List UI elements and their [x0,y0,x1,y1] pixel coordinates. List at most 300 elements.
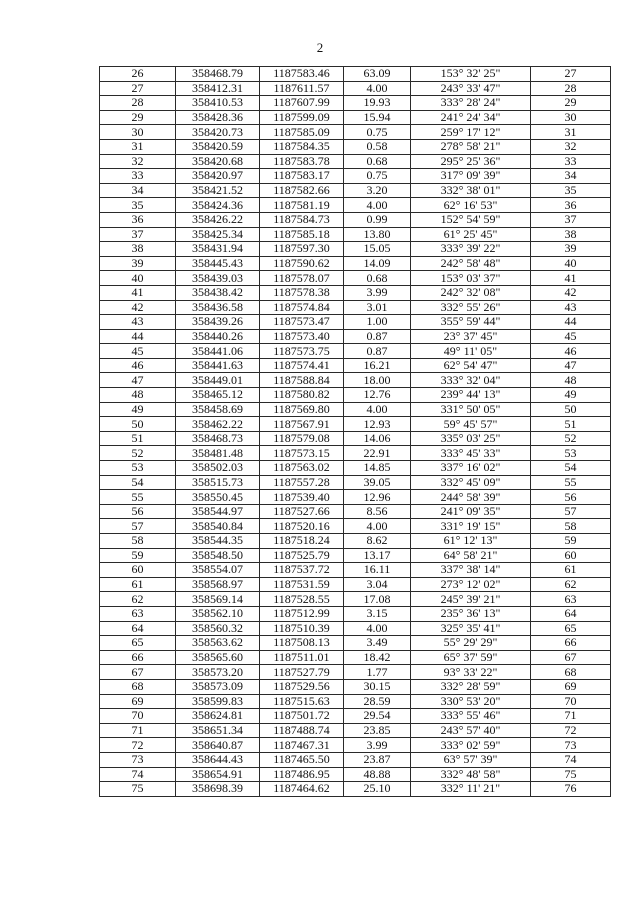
y-coordinate-cell: 1187539.40 [260,490,344,505]
x-coordinate-cell: 358481.48 [176,446,260,461]
segment-length-cell: 0.87 [344,344,411,359]
y-coordinate-cell: 1187510.39 [260,621,344,636]
segment-length-cell: 15.94 [344,110,411,125]
direction-angle-cell: 244° 58' 39" [411,490,531,505]
y-coordinate-cell: 1187528.55 [260,592,344,607]
x-coordinate-cell: 358439.26 [176,315,260,330]
x-coordinate-cell: 358573.20 [176,665,260,680]
point-number-cell: 31 [100,139,176,154]
x-coordinate-cell: 358441.63 [176,358,260,373]
segment-length-cell: 16.21 [344,358,411,373]
next-point-cell: 59 [531,534,611,549]
y-coordinate-cell: 1187518.24 [260,534,344,549]
point-number-cell: 67 [100,665,176,680]
direction-angle-cell: 335° 03' 25" [411,431,531,446]
y-coordinate-cell: 1187501.72 [260,709,344,724]
point-number-cell: 51 [100,431,176,446]
x-coordinate-cell: 358425.34 [176,227,260,242]
y-coordinate-cell: 1187573.47 [260,315,344,330]
table-row [100,767,611,782]
y-coordinate-cell: 1187574.84 [260,300,344,315]
y-coordinate-cell: 1187573.75 [260,344,344,359]
next-point-cell: 35 [531,183,611,198]
table-row [100,329,611,344]
direction-angle-cell: 333° 55' 46" [411,709,531,724]
direction-angle-cell: 333° 28' 24" [411,96,531,111]
y-coordinate-cell: 1187573.40 [260,329,344,344]
x-coordinate-cell: 358441.06 [176,344,260,359]
point-number-cell: 73 [100,752,176,767]
point-number-cell: 41 [100,285,176,300]
segment-length-cell: 14.85 [344,461,411,476]
y-coordinate-cell: 1187508.13 [260,636,344,651]
x-coordinate-cell: 358462.22 [176,417,260,432]
x-coordinate-cell: 358565.60 [176,650,260,665]
next-point-cell: 27 [531,67,611,82]
y-coordinate-cell: 1187527.66 [260,504,344,519]
segment-length-cell: 12.76 [344,388,411,403]
direction-angle-cell: 242° 32' 08" [411,285,531,300]
table-row [100,417,611,432]
next-point-cell: 58 [531,519,611,534]
next-point-cell: 64 [531,606,611,621]
point-number-cell: 49 [100,402,176,417]
y-coordinate-cell: 1187525.79 [260,548,344,563]
y-coordinate-cell: 1187578.38 [260,285,344,300]
y-coordinate-cell: 1187579.08 [260,431,344,446]
point-number-cell: 50 [100,417,176,432]
direction-angle-cell: 273° 12' 02" [411,577,531,592]
x-coordinate-cell: 358420.68 [176,154,260,169]
direction-angle-cell: 333° 45' 33" [411,446,531,461]
next-point-cell: 70 [531,694,611,709]
point-number-cell: 65 [100,636,176,651]
point-number-cell: 60 [100,563,176,578]
y-coordinate-cell: 1187531.59 [260,577,344,592]
next-point-cell: 74 [531,752,611,767]
segment-length-cell: 12.93 [344,417,411,432]
y-coordinate-cell: 1187488.74 [260,723,344,738]
y-coordinate-cell: 1187574.41 [260,358,344,373]
coordinates-table-body [100,67,611,797]
direction-angle-cell: 333° 32' 04" [411,373,531,388]
point-number-cell: 74 [100,767,176,782]
y-coordinate-cell: 1187465.50 [260,752,344,767]
y-coordinate-cell: 1187583.78 [260,154,344,169]
point-number-cell: 68 [100,679,176,694]
x-coordinate-cell: 358640.87 [176,738,260,753]
x-coordinate-cell: 358548.50 [176,548,260,563]
y-coordinate-cell: 1187588.84 [260,373,344,388]
x-coordinate-cell: 358568.97 [176,577,260,592]
next-point-cell: 41 [531,271,611,286]
y-coordinate-cell: 1187584.35 [260,139,344,154]
x-coordinate-cell: 358428.36 [176,110,260,125]
next-point-cell: 30 [531,110,611,125]
x-coordinate-cell: 358465.12 [176,388,260,403]
x-coordinate-cell: 358449.01 [176,373,260,388]
y-coordinate-cell: 1187599.09 [260,110,344,125]
point-number-cell: 64 [100,621,176,636]
point-number-cell: 33 [100,169,176,184]
x-coordinate-cell: 358468.73 [176,431,260,446]
table-row [100,67,611,82]
segment-length-cell: 0.75 [344,125,411,140]
y-coordinate-cell: 1187582.66 [260,183,344,198]
point-number-cell: 69 [100,694,176,709]
next-point-cell: 36 [531,198,611,213]
segment-length-cell: 1.00 [344,315,411,330]
next-point-cell: 54 [531,461,611,476]
segment-length-cell: 0.75 [344,169,411,184]
point-number-cell: 56 [100,504,176,519]
page-number: 2 [316,40,324,55]
segment-length-cell: 30.15 [344,679,411,694]
segment-length-cell: 23.87 [344,752,411,767]
segment-length-cell: 14.06 [344,431,411,446]
direction-angle-cell: 239° 44' 13" [411,388,531,403]
x-coordinate-cell: 358624.81 [176,709,260,724]
segment-length-cell: 22.91 [344,446,411,461]
y-coordinate-cell: 1187515.63 [260,694,344,709]
x-coordinate-cell: 358502.03 [176,461,260,476]
next-point-cell: 65 [531,621,611,636]
direction-angle-cell: 152° 54' 59" [411,212,531,227]
x-coordinate-cell: 358420.73 [176,125,260,140]
direction-angle-cell: 65° 37' 59" [411,650,531,665]
point-number-cell: 44 [100,329,176,344]
y-coordinate-cell: 1187511.01 [260,650,344,665]
y-coordinate-cell: 1187537.72 [260,563,344,578]
x-coordinate-cell: 358562.10 [176,606,260,621]
table-row [100,650,611,665]
table-row [100,679,611,694]
table-row [100,621,611,636]
direction-angle-cell: 325° 35' 41" [411,621,531,636]
table-row [100,694,611,709]
segment-length-cell: 14.09 [344,256,411,271]
point-number-cell: 53 [100,461,176,476]
next-point-cell: 52 [531,431,611,446]
table-row [100,358,611,373]
table-row [100,96,611,111]
next-point-cell: 57 [531,504,611,519]
x-coordinate-cell: 358554.07 [176,563,260,578]
table-row [100,577,611,592]
table-row [100,125,611,140]
segment-length-cell: 0.68 [344,154,411,169]
segment-length-cell: 48.88 [344,767,411,782]
x-coordinate-cell: 358651.34 [176,723,260,738]
next-point-cell: 29 [531,96,611,111]
segment-length-cell: 13.80 [344,227,411,242]
direction-angle-cell: 337° 16' 02" [411,461,531,476]
y-coordinate-cell: 1187520.16 [260,519,344,534]
segment-length-cell: 15.05 [344,242,411,257]
direction-angle-cell: 333° 39' 22" [411,242,531,257]
x-coordinate-cell: 358573.09 [176,679,260,694]
table-row [100,300,611,315]
x-coordinate-cell: 358436.58 [176,300,260,315]
segment-length-cell: 3.20 [344,183,411,198]
next-point-cell: 31 [531,125,611,140]
table-row [100,183,611,198]
y-coordinate-cell: 1187467.31 [260,738,344,753]
next-point-cell: 38 [531,227,611,242]
direction-angle-cell: 63° 57' 39" [411,752,531,767]
segment-length-cell: 3.15 [344,606,411,621]
table-row [100,738,611,753]
point-number-cell: 75 [100,782,176,797]
next-point-cell: 75 [531,767,611,782]
point-number-cell: 48 [100,388,176,403]
direction-angle-cell: 62° 16' 53" [411,198,531,213]
table-row [100,198,611,213]
direction-angle-cell: 61° 12' 13" [411,534,531,549]
x-coordinate-cell: 358544.97 [176,504,260,519]
segment-length-cell: 39.05 [344,475,411,490]
table-row [100,563,611,578]
next-point-cell: 50 [531,402,611,417]
x-coordinate-cell: 358426.22 [176,212,260,227]
segment-length-cell: 8.56 [344,504,411,519]
segment-length-cell: 18.42 [344,650,411,665]
y-coordinate-cell: 1187580.82 [260,388,344,403]
next-point-cell: 63 [531,592,611,607]
x-coordinate-cell: 358410.53 [176,96,260,111]
table-row [100,548,611,563]
point-number-cell: 38 [100,242,176,257]
direction-angle-cell: 330° 53' 20" [411,694,531,709]
y-coordinate-cell: 1187581.19 [260,198,344,213]
segment-length-cell: 4.00 [344,402,411,417]
x-coordinate-cell: 358431.94 [176,242,260,257]
point-number-cell: 37 [100,227,176,242]
x-coordinate-cell: 358540.84 [176,519,260,534]
y-coordinate-cell: 1187563.02 [260,461,344,476]
y-coordinate-cell: 1187573.15 [260,446,344,461]
segment-length-cell: 29.54 [344,709,411,724]
point-number-cell: 35 [100,198,176,213]
x-coordinate-cell: 358440.26 [176,329,260,344]
table-row [100,636,611,651]
table-row [100,461,611,476]
table-row [100,446,611,461]
next-point-cell: 69 [531,679,611,694]
table-row [100,606,611,621]
point-number-cell: 66 [100,650,176,665]
direction-angle-cell: 93° 33' 22" [411,665,531,680]
direction-angle-cell: 241° 09' 35" [411,504,531,519]
y-coordinate-cell: 1187464.62 [260,782,344,797]
y-coordinate-cell: 1187585.18 [260,227,344,242]
direction-angle-cell: 64° 58' 21" [411,548,531,563]
point-number-cell: 39 [100,256,176,271]
segment-length-cell: 4.00 [344,519,411,534]
x-coordinate-cell: 358644.43 [176,752,260,767]
segment-length-cell: 1.77 [344,665,411,680]
table-row [100,490,611,505]
y-coordinate-cell: 1187607.99 [260,96,344,111]
direction-angle-cell: 295° 25' 36" [411,154,531,169]
next-point-cell: 68 [531,665,611,680]
next-point-cell: 39 [531,242,611,257]
y-coordinate-cell: 1187512.99 [260,606,344,621]
segment-length-cell: 3.99 [344,738,411,753]
next-point-cell: 60 [531,548,611,563]
point-number-cell: 57 [100,519,176,534]
segment-length-cell: 4.00 [344,621,411,636]
next-point-cell: 55 [531,475,611,490]
x-coordinate-cell: 358654.91 [176,767,260,782]
table-row [100,242,611,257]
table-row [100,709,611,724]
x-coordinate-cell: 358698.39 [176,782,260,797]
point-number-cell: 62 [100,592,176,607]
segment-length-cell: 17.08 [344,592,411,607]
next-point-cell: 42 [531,285,611,300]
direction-angle-cell: 241° 24' 34" [411,110,531,125]
point-number-cell: 28 [100,96,176,111]
direction-angle-cell: 331° 19' 15" [411,519,531,534]
direction-angle-cell: 332° 38' 01" [411,183,531,198]
table-row [100,504,611,519]
next-point-cell: 43 [531,300,611,315]
y-coordinate-cell: 1187527.79 [260,665,344,680]
table-row [100,475,611,490]
x-coordinate-cell: 358438.42 [176,285,260,300]
next-point-cell: 40 [531,256,611,271]
direction-angle-cell: 355° 59' 44" [411,315,531,330]
y-coordinate-cell: 1187583.46 [260,67,344,82]
segment-length-cell: 3.01 [344,300,411,315]
next-point-cell: 48 [531,373,611,388]
y-coordinate-cell: 1187578.07 [260,271,344,286]
segment-length-cell: 0.99 [344,212,411,227]
next-point-cell: 45 [531,329,611,344]
table-row [100,212,611,227]
y-coordinate-cell: 1187590.62 [260,256,344,271]
segment-length-cell: 19.93 [344,96,411,111]
table-row [100,402,611,417]
y-coordinate-cell: 1187583.17 [260,169,344,184]
y-coordinate-cell: 1187585.09 [260,125,344,140]
direction-angle-cell: 61° 25' 45" [411,227,531,242]
table-row [100,534,611,549]
point-number-cell: 59 [100,548,176,563]
table-row [100,139,611,154]
table-row [100,256,611,271]
segment-length-cell: 0.58 [344,139,411,154]
direction-angle-cell: 331° 50' 05" [411,402,531,417]
point-number-cell: 45 [100,344,176,359]
point-number-cell: 55 [100,490,176,505]
direction-angle-cell: 62° 54' 47" [411,358,531,373]
point-number-cell: 34 [100,183,176,198]
direction-angle-cell: 59° 45' 57" [411,417,531,432]
segment-length-cell: 25.10 [344,782,411,797]
x-coordinate-cell: 358550.45 [176,490,260,505]
next-point-cell: 72 [531,723,611,738]
point-number-cell: 36 [100,212,176,227]
direction-angle-cell: 245° 39' 21" [411,592,531,607]
x-coordinate-cell: 358458.69 [176,402,260,417]
direction-angle-cell: 243° 33' 47" [411,81,531,96]
direction-angle-cell: 278° 58' 21" [411,139,531,154]
point-number-cell: 47 [100,373,176,388]
table-row [100,592,611,607]
point-number-cell: 52 [100,446,176,461]
direction-angle-cell: 332° 55' 26" [411,300,531,315]
point-number-cell: 61 [100,577,176,592]
direction-angle-cell: 153° 03' 37" [411,271,531,286]
point-number-cell: 32 [100,154,176,169]
segment-length-cell: 0.68 [344,271,411,286]
point-number-cell: 63 [100,606,176,621]
y-coordinate-cell: 1187567.91 [260,417,344,432]
next-point-cell: 76 [531,782,611,797]
point-number-cell: 30 [100,125,176,140]
table-row [100,110,611,125]
next-point-cell: 33 [531,154,611,169]
x-coordinate-cell: 358569.14 [176,592,260,607]
direction-angle-cell: 23° 37' 45" [411,329,531,344]
segment-length-cell: 16.11 [344,563,411,578]
segment-length-cell: 3.04 [344,577,411,592]
x-coordinate-cell: 358544.35 [176,534,260,549]
direction-angle-cell: 332° 45' 09" [411,475,531,490]
x-coordinate-cell: 358421.52 [176,183,260,198]
table-row [100,519,611,534]
direction-angle-cell: 235° 36' 13" [411,606,531,621]
next-point-cell: 44 [531,315,611,330]
x-coordinate-cell: 358445.43 [176,256,260,271]
next-point-cell: 47 [531,358,611,373]
segment-length-cell: 0.87 [344,329,411,344]
segment-length-cell: 28.59 [344,694,411,709]
direction-angle-cell: 332° 11' 21" [411,782,531,797]
segment-length-cell: 8.62 [344,534,411,549]
direction-angle-cell: 332° 48' 58" [411,767,531,782]
next-point-cell: 51 [531,417,611,432]
next-point-cell: 71 [531,709,611,724]
y-coordinate-cell: 1187597.30 [260,242,344,257]
point-number-cell: 70 [100,709,176,724]
next-point-cell: 32 [531,139,611,154]
segment-length-cell: 12.96 [344,490,411,505]
segment-length-cell: 4.00 [344,81,411,96]
next-point-cell: 49 [531,388,611,403]
table-row [100,154,611,169]
y-coordinate-cell: 1187557.28 [260,475,344,490]
table-row [100,665,611,680]
table-row [100,227,611,242]
segment-length-cell: 3.99 [344,285,411,300]
next-point-cell: 28 [531,81,611,96]
next-point-cell: 56 [531,490,611,505]
next-point-cell: 66 [531,636,611,651]
segment-length-cell: 23.85 [344,723,411,738]
point-number-cell: 29 [100,110,176,125]
segment-length-cell: 18.00 [344,373,411,388]
next-point-cell: 34 [531,169,611,184]
x-coordinate-cell: 358439.03 [176,271,260,286]
segment-length-cell: 13.17 [344,548,411,563]
point-number-cell: 71 [100,723,176,738]
x-coordinate-cell: 358563.62 [176,636,260,651]
table-row [100,169,611,184]
x-coordinate-cell: 358468.79 [176,67,260,82]
